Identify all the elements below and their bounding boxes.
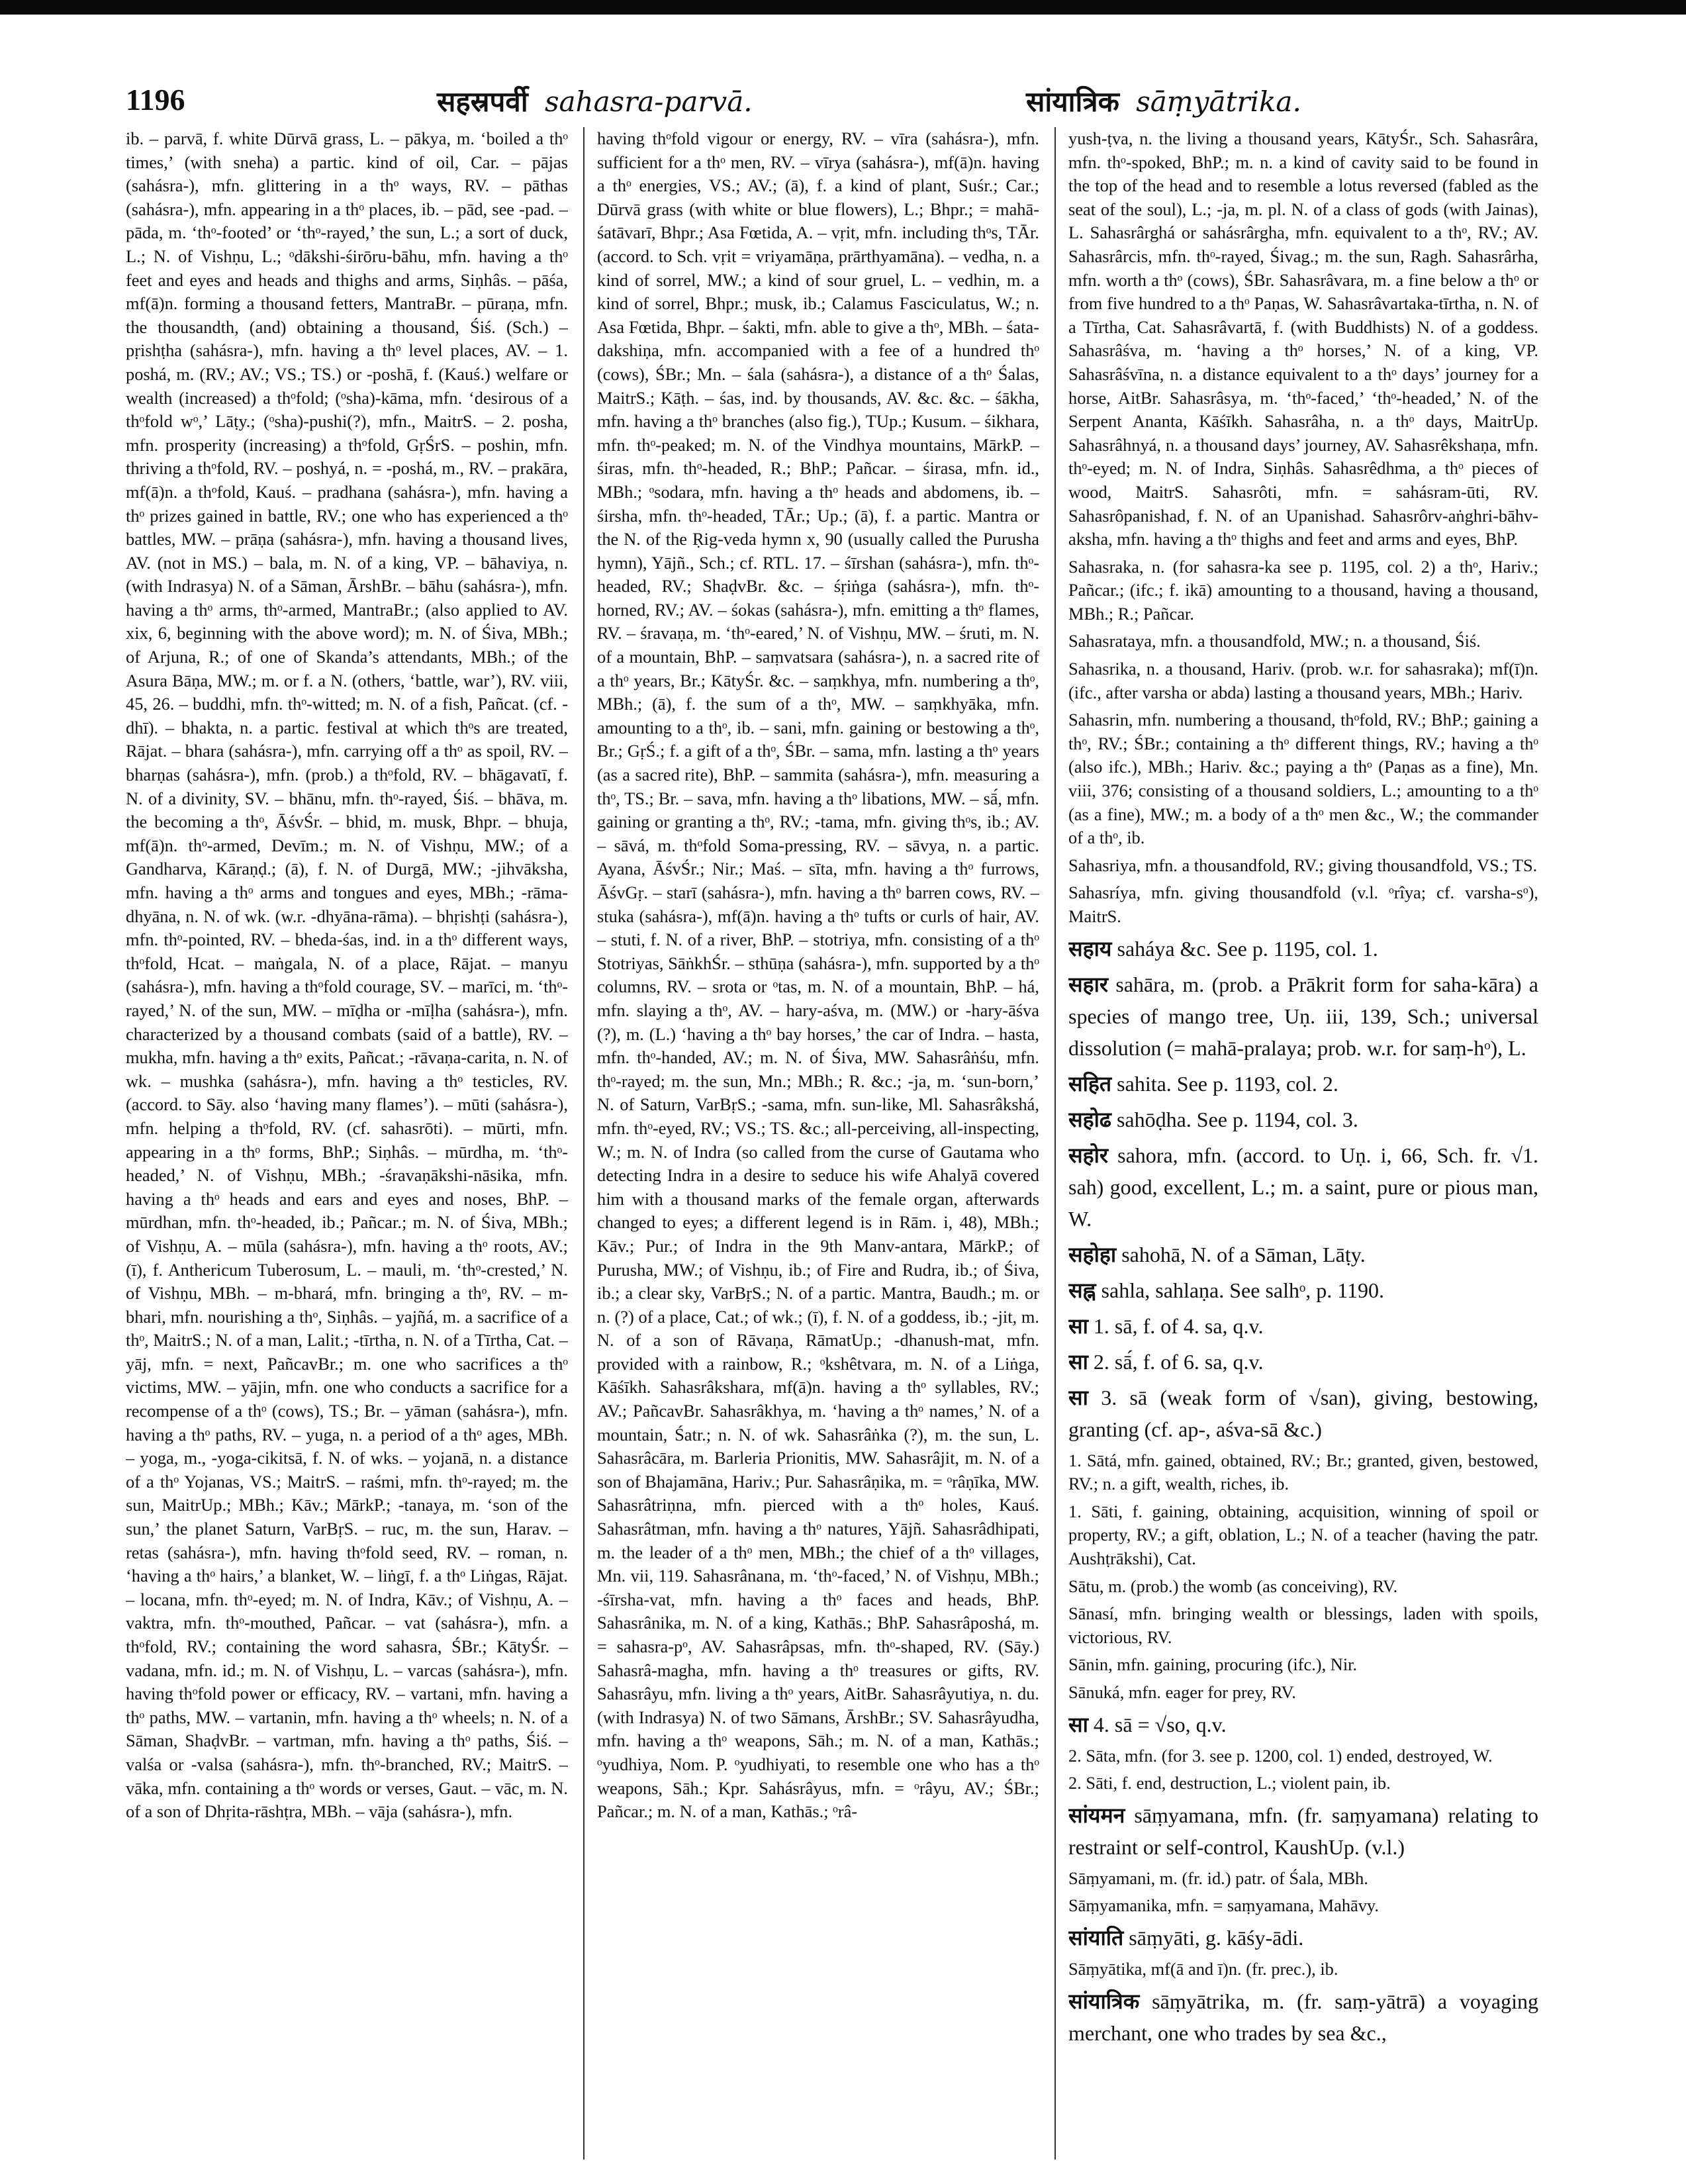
headword-text: sahohā, N. of a Sāman, Lāṭy. [1121,1242,1366,1266]
headword-entry [1068,1922,1538,1954]
header-last-roman: sāṃyātrika. [1136,85,1301,118]
headword-text: sahora, mfn. (accord. to Uṇ. i, 66, Sch. fr. √1. sah) good, excellent, L.; m. a saint, pure or pious man, W. [1068,1143,1538,1231]
entry-text: Sahasrin, mfn. numbering a thousand, thᵒfold, RV.; BhP.; gaining a thᵒ, RV.; ŚBr.; containing a thᵒ different things, RV.; having a thᵒ (also ifc.), MBh.; Hariv. &c.; paying a thᵒ (Paṇas as a fine), Mn. viii, 376; consisting of a thousand soldiers, L.; amounting to a thᵒ (as a fine), MW.; m. a body of a thᵒ men &c., W.; the commander of a thᵒ, ib. [1068,710,1538,848]
entry-text: Sānuká, mfn. eager for prey, RV. [1068,1682,1296,1702]
column-3 [1068,127,1538,2166]
headword-entry [1068,1310,1538,1342]
headword-text: sahāra, m. (prob. a Prākrit form for saha-kāra) a species of mango tree, Uṇ. iii, 139, Sch.; universal dissolution (= mahā-pralaya; prob. w.r. for saṃ-hᵒ), L. [1068,972,1538,1060]
headword-devanagari: सहार [1068,972,1109,996]
header-last-word [1026,82,1301,120]
headword-text: sahōḍha. See p. 1194, col. 3. [1116,1107,1358,1131]
entry-text: Sāṃyamani, m. (fr. id.) patr. of Śala, MBh. [1068,1868,1368,1888]
entry-text: Sānin, mfn. gaining, procuring (ifc.), Nir. [1068,1654,1358,1675]
page-number: 1196 [126,83,185,117]
entry-text: ib. – parvā, f. white Dūrvā grass, L. – pākya, m. ‘boiled a thᵒ times,’ (with sneha) a partic. kind of oil, Car. – pājas (sahásra-), mfn. glittering in a thᵒ ways, RV. – pāthas (sahásra-), mfn. appearing in a thᵒ places, ib. – pād, see -pad. – pāda, m. ‘thᵒ-footed’ or ‘thᵒ-rayed,’ the sun, L.; a sort of duck, L.; N. of Vishṇu, L.; ᵒdākshi-śirōru-bāhu, mfn. having a thᵒ feet and eyes and heads and thighs and arms, Siṇhâs. – pāśa, mf(ā)n. forming a thousand fetters, MantraBr. – pūraṇa, mfn. the thousandth, (and) obtaining a thousand, Śiś. (Sch.) – pṛishṭha (sahásra-), mfn. having a thᵒ level places, AV. – 1. poshá, m. (RV.; AV.; VS.; TS.) or -poshā, f. (Kauś.) welfare or wealth (increased) a thᵒfold; (ᵒsha)-kāma, mfn. ‘desirous of a thᵒfold wᵒ,’ Lāṭy.; (ᵒsha)-pushi(?), mfn., MaitrS. – 2. posha, mfn. prosperity (increasing) a thᵒfold, GṛŚrS. – poshin, mfn. thriving a thᵒfold, RV. – poshyá, n. = -poshá, m., RV. – prakāra, mf(ā)n. a thᵒfold, Kauś. – pradhana (sahásra-), mfn. having a thᵒ prizes gained in battle, RV.; one who has experienced a thᵒ battles, MW. – prāṇa (sahásra-), mfn. having a thousand lives, AV. (not in MS.) – bala, m. N. of a king, VP. – bāhaviya, n. (with Indrasya) N. of a Sāman, ĀrshBr. – bāhu (sahásra-), mfn. having a thᵒ arms, thᵒ-armed, MantraBr.; (also applied to AV. xix, 6, beginning with the above word); m. N. of Śiva, MBh.; of Arjuna, R.; of one of Skanda’s attendants, MBh.; of the Asura Bāṇa, MW.; m. or f. a N. (others, ‘battle, war’), RV. viii, 45, 26. – buddhi, mfn. thᵒ-witted; m. N. of a fish, Pañcat. (cf. -dhī). – bhakta, n. a partic. festival at which thᵒs are treated, Rājat. – bhara (sahásra-), mfn. carrying off a thᵒ as spoil, RV. – bharṇas (sahásra-), mfn. (prob.) a thᵒfold, RV. – bhāgavatī, f. N. of a divinity, SV. – bhānu, mfn. thᵒ-rayed, Śiś. – bhāva, m. the becoming a thᵒ, ĀśvŚr. – bhid, m. musk, Bhpr. – bhuja, mf(ā)n. thᵒ-armed, Devīm.; m. N. of Vishṇu, MW.; of a Gandharva, Kāraṇḍ.; (ā), f. N. of Durgā, MW.; -jihvāksha, mfn. having a thᵒ arms and tongues and eyes, MBh.; -rāma-dhyāna, n. N. of wk. (w.r. -dhyāna-rāma). – bhṛishṭi (sahásra-), mfn. thᵒ-pointed, RV. – bheda-śas, ind. in a thᵒ different ways, thᵒfold, Hcat. – maṅgala, N. of a place, Rājat. – manyu (sahásra-), mfn. having a thᵒfold courage, SV. – marīci, m. ‘thᵒ-rayed,’ N. of the sun, MW. – mīḍha or -mīḷha (sahásra-), mfn. characterized by a thousand combats (said of a battle), RV. – mukha, mfn. having a thᵒ exits, Pañcat.; -rāvaṇa-carita, n. N. of wk. – mushka (sahásra-), mfn. having a thᵒ testicles, RV. (accord. to Sāy. also ‘having many flames’). – mūti (sahásra-), mfn. helping a thᵒfold, RV. (cf. sahasrōti). – mūrti, mfn. appearing in a thᵒ forms, BhP.; Siṇhâs. – mūrdha, m. ‘thᵒ-headed,’ N. of Vishṇu, MBh.; -śravaṇākshi-nāsika, mfn. having a thᵒ heads and ears and eyes and noses, BhP. – mūrdhan, mfn. thᵒ-headed, ib.; Pañcar.; m. N. of Śiva, MBh.; of Vishṇu, A. – mūla (sahásra-), mfn. having a thᵒ roots, AV.; (ī), f. Anthericum Tuberosum, L. – mauli, m. ‘thᵒ-crested,’ N. of Vishṇu, MBh. – m-bhará, mfn. bringing a thᵒ, RV. – m-bhari, mfn. nourishing a thᵒ, Siṇhâs. – yajñá, m. a sacrifice of a thᵒ, MaitrS.; N. of a man, Lalit.; -tīrtha, n. N. of a Tīrtha, Cat. – yāj, mfn. = next, PañcavBr.; m. one who sacrifices a thᵒ victims, MW. – yājin, mfn. one who conducts a sacrifice for a recompense of a thᵒ (cows), TS.; Br. – yāman (sahásra-), mfn. having a thᵒ paths, RV. – yuga, n. a period of a thᵒ ages, MBh. – yoga, m., -yoga-cikitsā, f. N. of wks. – yojanā, n. a distance of a thᵒ Yojanas, VS.; MaitrS. – raśmi, mfn. thᵒ-rayed; m. the sun, MaitrUp.; MBh.; Kāv.; MārkP.; -tanaya, m. ‘son of the sun,’ the planet Saturn, VarBṛS. – ruc, m. the sun, Harav. – retas (sahásra-), mfn. having thᵒfold seed, RV. – roman, n. ‘having a thᵒ hairs,’ a blanket, W. – liṅgī, f. a thᵒ Liṅgas, Rājat. – locana, mfn. thᵒ-eyed; m. N. of Indra, Kāv.; of Vishṇu, A. – vaktra, mfn. thᵒ-mouthed, Pañcar. – vat (sahásra-), mfn. a thᵒfold, RV.; containing the word sahasra, ŚBr.; KātyŚr. – vadana, mfn. id.; m. N. of Vishṇu, L. – varcas (sahásra-), mfn. having thᵒfold power or efficacy, RV. – vartani, mfn. having a thᵒ paths, MW. – vartanin, mfn. having a thᵒ wheels; n. N. of a Sāman, ShaḍvBr. – vartman, mfn. having a thᵒ paths, Śiś. – valśa or -valsa (sahásra-), mfn. thᵒ-branched, RV.; MaitrS. – vāka, mfn. containing a thᵒ words or verses, Gaut. – vāc, m. N. of a son of Dhṛita-rāshṭra, MBh. – vāja (sahásra-), mfn. [126,128,568,1822]
headword-text: sahla, sahlaṇa. See salhᵒ, p. 1190. [1101,1278,1385,1302]
header-last-devanagari: सांयात्रिक [1026,85,1119,118]
headword-entry [1068,1985,1538,2049]
headword-entry [1068,1139,1538,1235]
top-edge-bar [0,0,1686,15]
headword-entry [1068,1274,1538,1306]
headword-devanagari: सहित [1068,1071,1112,1096]
column-divider [1054,127,1056,2160]
headword-text: sāṃyamana, mfn. (fr. saṃyamana) relating to restraint or self-control, KaushUp. (v.l.) [1068,1803,1538,1859]
entry-text: 1. Sātá, mfn. gained, obtained, RV.; Br.; granted, given, bestowed, RV.; n. a gift, wealth, riches, ib. [1068,1450,1538,1494]
headword-devanagari: सहाय [1068,936,1112,961]
entry-text: Sāṃyamanika, mfn. = saṃyamana, Mahāvy. [1068,1895,1380,1916]
header-first-devanagari: सहस्रपर्वी [437,85,528,118]
entry-text: 2. Sāti, f. end, destruction, L.; violent pain, ib. [1068,1773,1391,1793]
headword-devanagari: सांयाति [1068,1925,1124,1950]
headword-devanagari: सा [1068,1313,1088,1338]
headword-devanagari: सह्न [1068,1278,1096,1302]
headword-entry [1068,1068,1538,1100]
headword-entry [1068,1104,1538,1135]
entry-text: Sātu, m. (prob.) the womb (as conceiving), RV. [1068,1576,1398,1596]
column-divider [583,127,585,2160]
headword-entry [1068,1382,1538,1445]
headword-devanagari: सा [1068,1349,1088,1374]
headword-devanagari: सांयात्रिक [1068,1989,1140,2013]
headword-text: sahita. See p. 1193, col. 2. [1117,1071,1338,1096]
headword-entry [1068,1239,1538,1270]
entry-text: having thᵒfold vigour or energy, RV. – vīra (sahásra-), mfn. sufficient for a thᵒ men, RV. – vīrya (sahásra-), mf(ā)n. having a thᵒ energies, VS.; AV.; (ā), f. a kind of plant, Suśr.; Car.; Dūrvā grass (with white or blue flowers), L.; Bhpr.; = mahā-śatāvarī, Bhpr.; Asa Fœtida, A. – vṛit, mfn. including thᵒs, TĀr. (accord. to Sch. vṛit = vriyamāṇa, prārthyamāna). – vedha, n. a kind of sorrel, MW.; a kind of sour gruel, L. – vedhin, m. a kind of sorrel, Bhpr.; musk, ib.; Calamus Fasciculatus, W.; n. Asa Fœtida, Bhpr. – śakti, mfn. able to give a thᵒ, MBh. – śata-dakshiṇa, mfn. accompanied with a fee of a hundred thᵒ (cows), ŚBr.; Mn. – śala (sahásra-), a distance of a thᵒ Śalas, MaitrS.; Kāṭh. – śas, ind. by thousands, AV. &c. &c. – śākha, mfn. having a thᵒ branches (also fig.), TUp.; Kusum. – śikhara, mfn. thᵒ-peaked; m. N. of the Vindhya mountains, MārkP. – śiras, mfn. thᵒ-headed, R.; BhP.; Pañcar. – śirasa, mfn. id., MBh.; ᵒsodara, mfn. having a thᵒ heads and abdomens, ib. – śirsha, mfn. thᵒ-headed, TĀr.; Up.; (ā), f. a partic. Mantra or the N. of the Ṛig-veda hymn x, 90 (usually called the Purusha hymn), Yājñ., Sch.; cf. RTL. 17. – śīrshan (sahásra-), mfn. thᵒ-headed, RV.; ShaḍvBr. &c. – śṛiṅga (sahásra-), mfn. thᵒ-horned, RV.; AV. – śokas (sahásra-), mfn. emitting a thᵒ flames, RV. – śravaṇa, m. ‘thᵒ-eared,’ N. of Vishṇu, MW. – śruti, m. N. of a mountain, BhP. – saṃvatsara (sahásra-), n. a sacred rite of a thᵒ years, Br.; KātyŚr. &c. – saṃkhya, mfn. numbering a thᵒ, MBh.; (ā), f. the sum of a thᵒ, MW. – saṃkhyāka, mfn. amounting to a thᵒ, ib. – sani, mfn. gaining or bestowing a thᵒ, Br.; GṛŚ.; f. a gift of a thᵒ, ŚBr. – sama, mfn. lasting a thᵒ years (as a sacred rite), BhP. – sammita (sahásra-), mfn. measuring a thᵒ, TS.; Br. – sava, mfn. having a thᵒ libations, MW. – sā́, mfn. gaining or granting a thᵒ, RV.; -tama, mfn. giving thᵒs, ib.; AV. – sāvá, m. thᵒfold Soma-pressing, RV. – sāvya, n. a partic. Ayana, ĀśvŚr.; Nir.; Maś. – sīta, mfn. having a thᵒ furrows, ĀśvGṛ. – starī (sahásra-), mfn. having a thᵒ barren cows, RV. – stuka (sahásra-), mf(ā)n. having a thᵒ tufts or curls of hair, AV. – stuti, f. N. of a river, BhP. – stotriya, mfn. consisting of a thᵒ Stotriyas, SāṅkhŚr. – sthūṇa (sahásra-), mfn. supported by a thᵒ columns, RV. – srota or ᵒtas, m. N. of a mountain, BhP. – há, mfn. slaying a thᵒ, AV. – hary-aśva, m. (MW.) or -hary-āśva (?), m. (L.) ‘having a thᵒ bay horses,’ the car of Indra. – hasta, mfn. thᵒ-handed, AV.; m. N. of Śiva, MW. Sahasrâṅśu, mfn. thᵒ-rayed; m. the sun, Mn.; MBh.; R. &c.; -ja, m. ‘sun-born,’ N. of Saturn, VarBṛS.; -sama, mfn. sun-like, Ml. Sahasrâkshá, mfn. thᵒ-eyed, RV.; VS.; TS. &c.; all-perceiving, all-inspecting, W.; m. N. of Indra (so called from the curse of Gautama who detecting Indra in a desire to seduce his wife Ahalyā covered him with a thousand marks of the female organ, afterwards changed to eyes; a different legend is in Rām. i, 48), MBh.; Kāv.; Pur.; of Indra in the 9th Manv-antara, MārkP.; of Purusha, MW.; of Vishṇu, ib.; of Fire and Rudra, ib.; of Śiva, ib.; a clear sky, VarBṛS.; N. of a partic. Mantra, Baudh.; m. or n. (?) of a place, Cat.; of wk.; (ī), f. N. of a goddess, ib.; -jit, m. N. of a son of Rāvaṇa, RāmatUp.; -dhanush-mat, mfn. provided with a rainbow, R.; ᵒkshêtvara, m. N. of a Liṅga, Kāśīkh. Sahasrâkshara, mf(ā)n. having a thᵒ syllables, RV.; AV.; PañcavBr. Sahasrâkhya, m. ‘having a thᵒ names,’ N. of a mountain, Śatr.; n. N. of wk. Sahasrâṅka (?), m. the sun, L. Sahasrâcāra, m. Barleria Prionitis, MW. Sahasrâjit, m. N. of a son of Bhajamāna, Hariv.; Pur. Sahasrâṇika, m. = ᵒrâṇīka, MW. Sahasrâtriṇna, mfn. pierced with a thᵒ holes, Kauś. Sahasrâtman, mfn. having a thᵒ natures, Yājñ. Sahasrâdhipati, m. the leader of a thᵒ men, MBh.; the chief of a thᵒ villages, Mn. vii, 119. Sahasrânana, m. ‘thᵒ-faced,’ N. of Vishṇu, MBh.; -śīrsha-vat, mfn. having a thᵒ faces and heads, BhP. Sahasrânika, m. N. of a king, Kathās.; BhP. Sahasrâposhá, m. = sahasra-pᵒ, AV. Sahasrâpsas, mfn. thᵒ-shaped, RV. (Sāy.) Sahasrâ-magha, mfn. having a thᵒ treasures or gifts, RV. Sahasrâyu, mfn. living a thᵒ years, AitBr. Sahasrâyutiya, n. du. (with Indrasya) N. of two Sāmans, ĀrshBr.; SV. Sahasrâyudha, mfn. having a thᵒ weapons, Sāh.; m. N. of a man, Kathās.; ᵒyudhiya, Nom. P. ᵒyudhiyati, to resemble one who has a thᵒ weapons, Sāh.; Kpr. Sahásrâyus, mfn. = ᵒrâyu, AV.; ŚBr.; Pañcar.; m. N. of a man, Kathās.; ᵒrâ- [597,128,1039,1822]
headword-text: sāṃyāti, g. kāśy-ādi. [1129,1925,1304,1950]
entry-text: Sahasrika, n. a thousand, Hariv. (prob. w.r. for sahasraka); mf(ī)n. (ifc., after varsha or abda) lasting a thousand years, MBh.; Hariv. [1068,659,1538,702]
entry-text: Sahasriya, mfn. a thousandfold, RV.; giving thousandfold, VS.; TS. [1068,855,1538,875]
headword-text: 1. sā, f. of 4. sa, q.v. [1093,1313,1264,1338]
headword-text: 2. sā́, f. of 6. sa, q.v. [1093,1349,1264,1374]
headword-devanagari: सहोहा [1068,1242,1117,1266]
headword-devanagari: सांयमन [1068,1803,1125,1827]
headword-text: sāṃyātrika, m. (fr. saṃ-yātrā) a voyaging merchant, one who trades by sea &c., [1068,1989,1538,2045]
entry-text: Sahasrataya, mfn. a thousandfold, MW.; n. a thousand, Śiś. [1068,631,1481,651]
headword-devanagari: सहोढ [1068,1107,1111,1131]
entry-text: Sahasríya, mfn. giving thousandfold (v.l. ᵒrîya; cf. varsha-sᵒ), MaitrS. [1068,882,1538,926]
headword-text: saháya &c. See p. 1195, col. 1. [1117,936,1378,961]
headword-entry [1068,1346,1538,1378]
entry-text: Sānasí, mfn. bringing wealth or blessings, laden with spoils, victorious, RV. [1068,1603,1538,1647]
headword-entry [1068,1709,1538,1740]
headword-devanagari: सा [1068,1712,1088,1736]
entry-text: Sāṃyātika, mf(ā and ī)n. (fr. prec.), ib. [1068,1958,1338,1979]
entry-text: 1. Sāti, f. gaining, obtaining, acquisition, winning of spoil or property, RV.; a gift, oblation, L.; N. of a teacher (having the patr. Aushṭrākshi), Cat. [1068,1501,1538,1568]
headword-entry [1068,1799,1538,1863]
column-1 [126,127,568,2166]
page-header [126,78,1562,124]
dictionary-columns [126,127,1562,2166]
headword-entry [1068,969,1538,1064]
entry-text: 2. Sāta, mfn. (for 3. see p. 1200, col. 1) ended, destroyed, W. [1068,1745,1493,1766]
header-first-word [437,82,753,120]
column-2 [597,127,1039,2166]
headword-devanagari: सहोर [1068,1143,1109,1167]
header-first-roman: sahasra-parvā. [544,85,753,118]
headword-entry [1068,933,1538,965]
entry-text: Sahasraka, n. (for sahasra-ka see p. 1195, col. 2) a thᵒ, Hariv.; Pañcar.; (ifc.; f. ikā) amounting to a thousand, having a thousand, MBh.; R.; Pañcar. [1068,556,1538,624]
entry-text: yush-ṭva, n. the living a thousand years, KātyŚr., Sch. Sahasrâra, mfn. thᵒ-spoked, BhP.; m. n. a kind of cavity said to be found in the top of the head and to resemble a lotus reversed (fabled as the seat of the soul), L.; -ja, m. pl. N. of a class of gods (with Jainas), L. Sahasrârghá or sahásrârgha, mfn. equivalent to a thᵒ, RV.; AV. Sahasrârcis, mfn. thᵒ-rayed, Śivag.; m. the sun, Ragh. Sahasrârha, mfn. worth a thᵒ (cows), ŚBr. Sahasrâvara, m. a fine below a thᵒ or from five hundred to a thᵒ Paṇas, W. Sahasrâvartaka-tīrtha, n. N. of a Tīrtha, Cat. Sahasrâvartā, f. (with Buddhists) N. of a goddess. Sahasrâśva, m. ‘having a thᵒ horses,’ N. of a king, VP. Sahasrâśvīna, n. a distance equivalent to a thᵒ days’ journey for a horse, AitBr. Sahasrâsya, m. ‘thᵒ-faced,’ ‘thᵒ-headed,’ N. of the Serpent Ananta, Kāśīkh. Sahasrâha, n. a thᵒ days, MaitrUp. Sahasrâhnyá, n. a thousand days’ journey, AV. Sahasrêkshaṇa, mfn. thᵒ-eyed; m. N. of Indra, Siṇhâs. Sahasrêdhma, a thᵒ pieces of wood, MaitrS. Sahasrôti, mfn. = sahásram-ūti, RV. Sahasrôpanishad, f. N. of an Upanishad. Sahasrôrv-aṅghri-bāhv-aksha, mfn. having a thᵒ thighs and feet and arms and eyes, BhP. [1068,128,1538,549]
headword-text: 3. sā (weak form of √san), giving, bestowing, granting (cf. ap-, aśva-sā &c.) [1068,1385,1538,1441]
headword-text: 4. sā = √so, q.v. [1093,1712,1227,1736]
headword-devanagari: सा [1068,1385,1088,1409]
